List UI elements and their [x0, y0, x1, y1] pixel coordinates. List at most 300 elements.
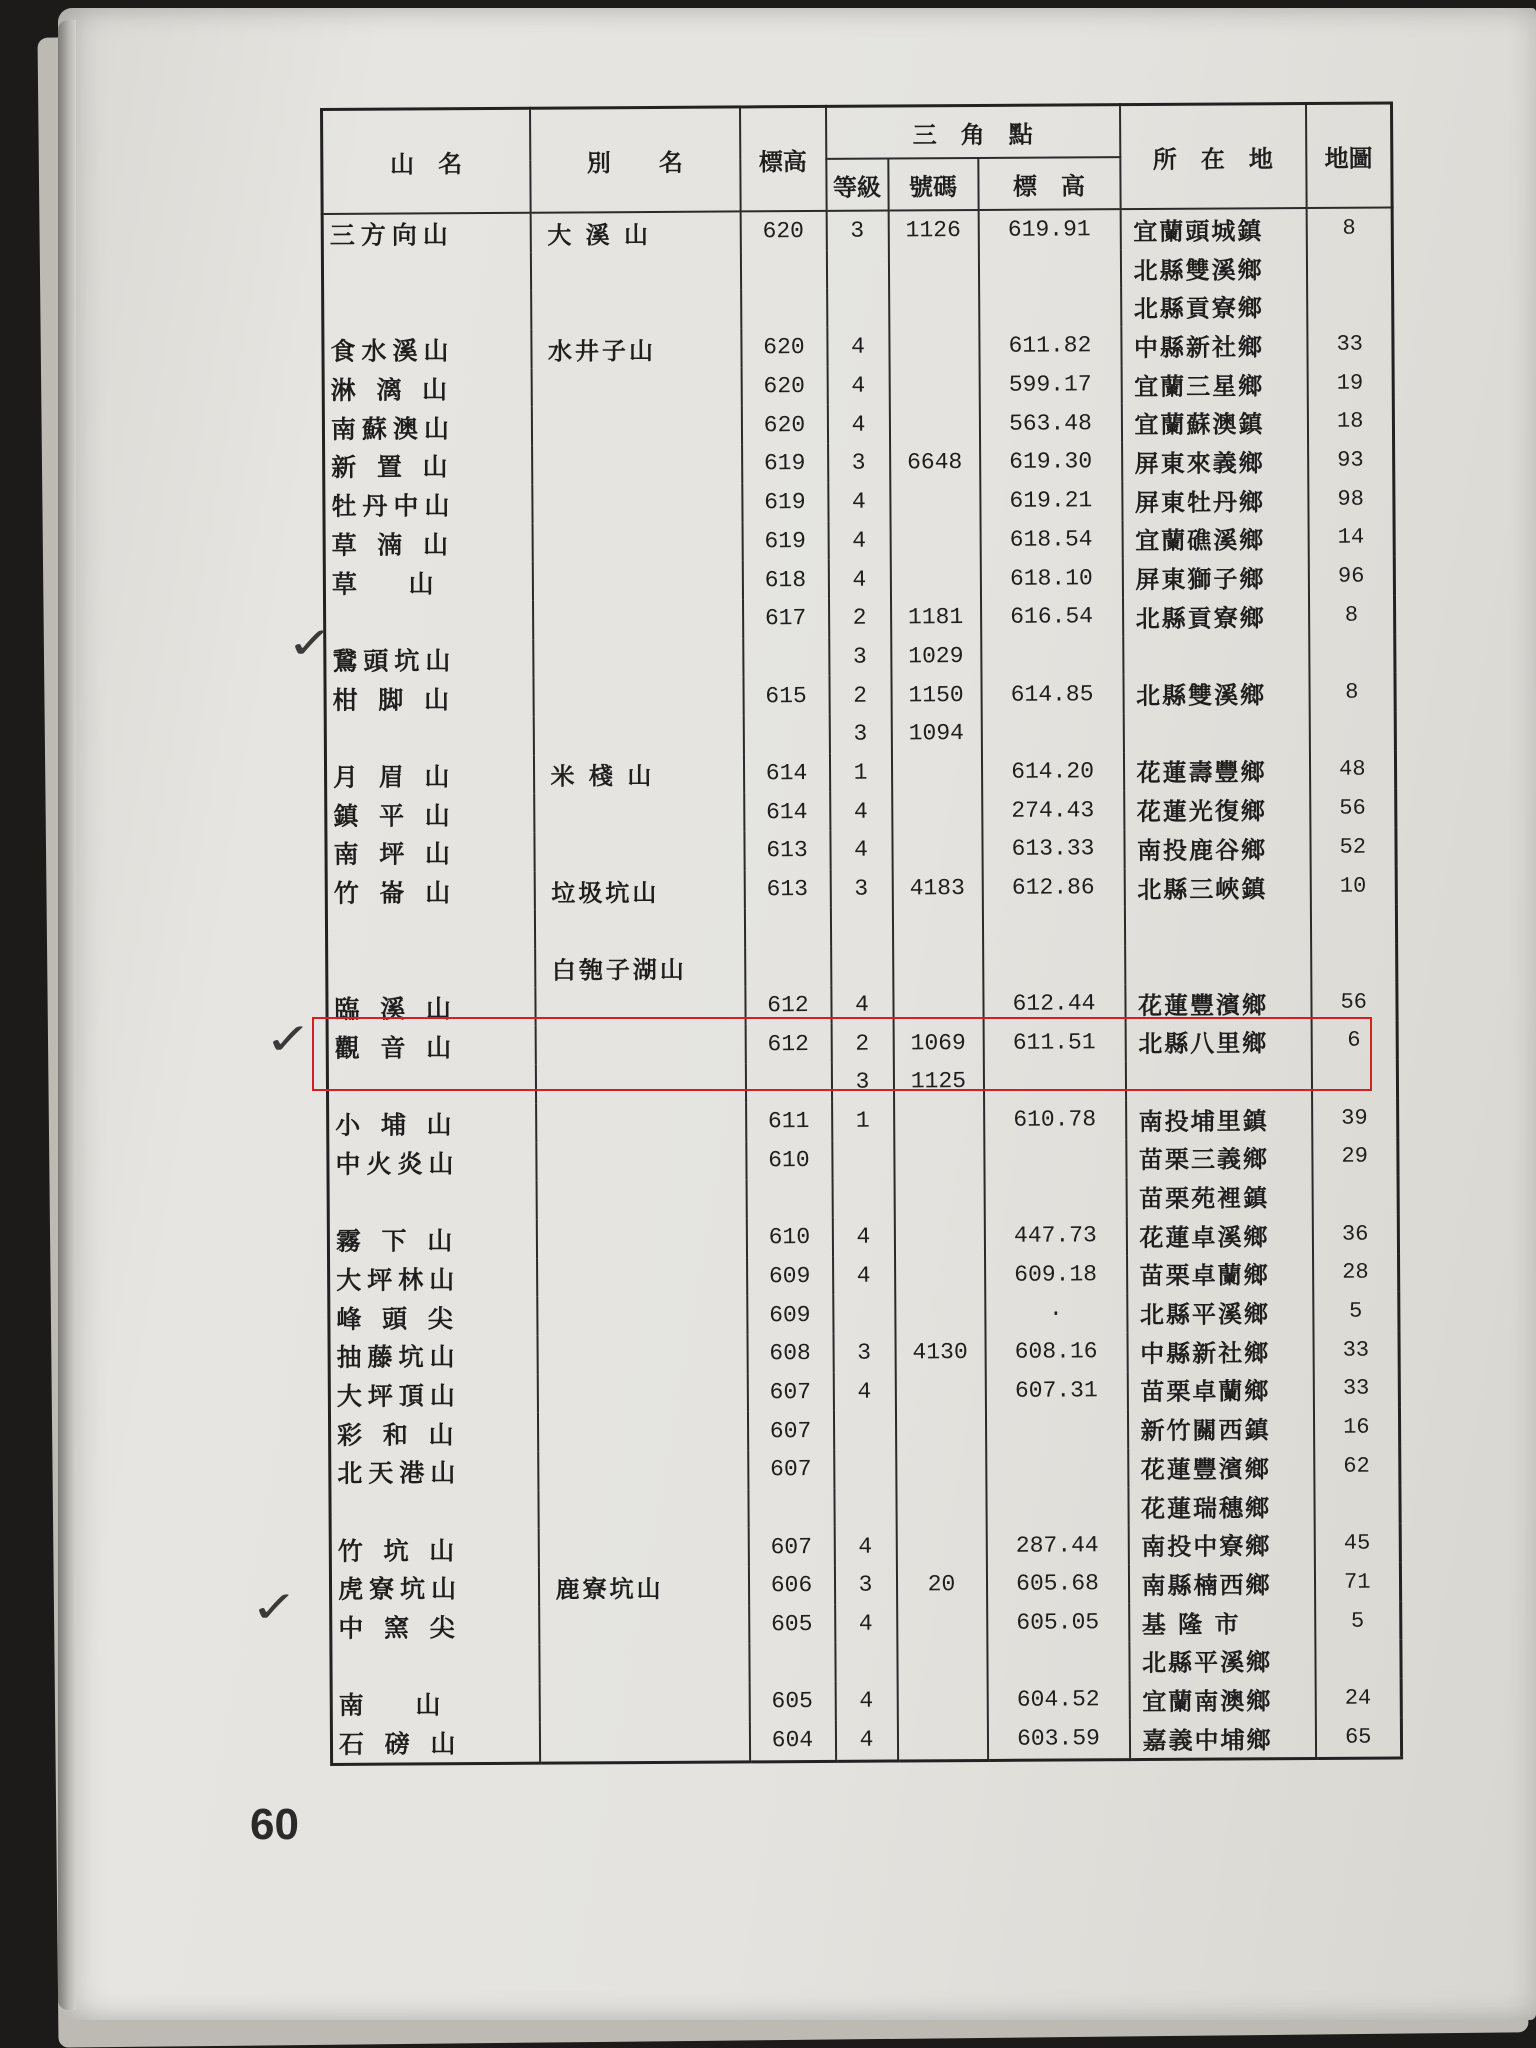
point-code-cell: 1126: [888, 210, 978, 250]
map-number-cell: 14: [1308, 518, 1394, 557]
map-number-cell: 28: [1313, 1253, 1399, 1292]
grade-cell: 4: [830, 792, 892, 831]
header-elevation: 標高: [740, 106, 827, 211]
mountain-name-cell: [325, 601, 533, 641]
alias-cell: [533, 715, 743, 755]
point-elevation-cell: [986, 1448, 1128, 1488]
point-elevation-cell: 612.86: [982, 868, 1124, 908]
location-cell: 花蓮豐濱鄉: [1128, 1447, 1314, 1487]
location-cell: 北縣雙溪鄉: [1123, 673, 1309, 713]
elevation-cell: [743, 715, 829, 754]
grade-cell: 4: [827, 366, 889, 405]
point-code-cell: 20: [896, 1565, 986, 1604]
grade-cell: 4: [828, 560, 890, 599]
point-code-cell: 4183: [892, 869, 982, 908]
location-cell: 苗栗卓蘭鄉: [1127, 1254, 1313, 1294]
location-cell: 花蓮壽豐鄉: [1123, 751, 1309, 791]
grade-cell: 4: [834, 1527, 896, 1566]
point-elevation-cell: 605.68: [986, 1564, 1128, 1604]
grade-cell: [830, 908, 892, 947]
table-row: [324, 441, 1394, 486]
location-cell: 中縣新社鄉: [1121, 325, 1307, 365]
point-elevation-cell: 605.05: [987, 1603, 1129, 1643]
alias-cell: 白匏子湖山: [535, 947, 745, 987]
elevation-cell: 604: [749, 1721, 835, 1762]
point-elevation-cell: [984, 1139, 1126, 1179]
elevation-cell: 615: [743, 676, 829, 715]
alias-cell: [532, 445, 742, 485]
map-number-cell: 24: [1315, 1679, 1401, 1718]
grade-cell: 4: [835, 1682, 897, 1721]
map-number-cell: 65: [1315, 1717, 1401, 1758]
table-row: [322, 247, 1392, 292]
elevation-cell: 612: [745, 1024, 831, 1063]
point-code-cell: [896, 1488, 986, 1527]
elevation-cell: 609: [747, 1295, 833, 1334]
map-number-cell: 8: [1309, 673, 1395, 712]
header-location: 所 在 地: [1120, 103, 1307, 209]
elevation-cell: 606: [748, 1566, 834, 1605]
grade-cell: 4: [828, 521, 890, 560]
elevation-cell: [743, 637, 829, 676]
alias-cell: [531, 406, 741, 446]
map-number-cell: 56: [1311, 982, 1397, 1021]
table-row: [326, 905, 1396, 950]
map-number-cell: [1311, 944, 1397, 983]
point-code-cell: [891, 753, 981, 792]
map-number-cell: [1307, 286, 1393, 325]
alias-cell: [537, 1257, 747, 1297]
point-code-cell: [897, 1642, 987, 1681]
mountain-name-cell: 大坪頂山: [329, 1374, 537, 1414]
alias-cell: [538, 1489, 748, 1529]
grade-cell: 4: [835, 1720, 897, 1761]
alias-cell: 大 溪 山: [530, 211, 740, 252]
alias-cell: [534, 793, 744, 833]
grade-cell: [827, 289, 889, 328]
map-number-cell: 5: [1315, 1601, 1401, 1640]
map-number-cell: 45: [1314, 1524, 1400, 1563]
point-elevation-cell: 619.91: [978, 209, 1120, 250]
mountain-name-cell: 竹 坑 山: [330, 1529, 538, 1569]
alias-cell: [539, 1605, 749, 1645]
location-cell: 宜蘭三星鄉: [1121, 364, 1307, 404]
alias-cell: [539, 1644, 749, 1684]
highlight-box: [312, 1017, 1372, 1091]
point-elevation-cell: [985, 1409, 1127, 1449]
point-elevation-cell: 607.31: [985, 1371, 1127, 1411]
elevation-cell: [745, 947, 831, 986]
map-number-cell: 10: [1310, 866, 1396, 905]
table-row: [324, 518, 1394, 563]
location-cell: 屏東牡丹鄉: [1122, 480, 1308, 520]
table-row: [323, 325, 1393, 370]
point-elevation-cell: [987, 1642, 1129, 1682]
point-elevation-cell: 614.85: [981, 674, 1123, 714]
location-cell: 苗栗三義鄉: [1126, 1137, 1312, 1177]
map-number-cell: 48: [1309, 750, 1395, 789]
point-code-cell: [895, 1256, 985, 1295]
mountain-name-cell: 月 眉 山: [325, 755, 533, 795]
mountain-name-cell: [327, 949, 535, 989]
table-row: [331, 1717, 1401, 1764]
page-number: 60: [250, 1800, 299, 1849]
mountain-name-cell: [323, 291, 531, 331]
point-code-cell: [897, 1720, 987, 1761]
elevation-cell: 618: [742, 560, 828, 599]
elevation-cell: 607: [748, 1450, 834, 1489]
point-elevation-cell: 608.16: [985, 1332, 1127, 1372]
elevation-cell: 610: [746, 1140, 832, 1179]
alias-cell: [537, 1296, 747, 1336]
point-code-cell: [889, 404, 979, 443]
elevation-cell: [744, 908, 830, 947]
map-number-cell: 33: [1313, 1369, 1399, 1408]
check-mark-icon: ✓: [264, 1014, 313, 1065]
alias-cell: [533, 638, 743, 678]
elevation-cell: 611: [746, 1102, 832, 1141]
alias-cell: [536, 1218, 746, 1258]
elevation-cell: [748, 1489, 834, 1528]
map-number-cell: [1315, 1640, 1401, 1679]
mountain-name-cell: 觀 音 山: [327, 1026, 535, 1066]
point-elevation-cell: 274.43: [982, 790, 1124, 830]
alias-cell: [538, 1450, 748, 1490]
mountain-name-cell: 臨 溪 山: [327, 987, 535, 1027]
location-cell: 苗栗卓蘭鄉: [1127, 1370, 1313, 1410]
location-cell: 宜蘭南澳鄉: [1129, 1679, 1315, 1719]
map-number-cell: [1306, 247, 1392, 286]
map-number-cell: 33: [1307, 325, 1393, 364]
table-row: [325, 711, 1395, 756]
point-elevation-cell: 618.10: [980, 558, 1122, 598]
point-elevation-cell: [981, 713, 1123, 753]
table-row: [330, 1446, 1400, 1491]
mountain-name-cell: 南 山: [331, 1684, 539, 1724]
location-cell: 北縣貢寮鄉: [1123, 596, 1309, 636]
table-row: [329, 1408, 1399, 1453]
mountain-name-cell: 柑 脚 山: [325, 678, 533, 718]
elevation-cell: 619: [742, 483, 828, 522]
location-cell: 北縣八里鄉: [1125, 1021, 1311, 1061]
table-row: [324, 479, 1394, 524]
table-row: [327, 944, 1397, 989]
grade-cell: 4: [827, 405, 889, 444]
mountain-name-cell: 牡丹中山: [324, 485, 532, 525]
elevation-cell: 620: [741, 367, 827, 406]
grade-cell: 3: [829, 637, 891, 676]
point-elevation-cell: [981, 636, 1123, 676]
table-row: [324, 557, 1394, 602]
point-elevation-cell: 603.59: [987, 1719, 1129, 1760]
map-number-cell: 62: [1314, 1446, 1400, 1485]
map-number-cell: 39: [1312, 1098, 1398, 1137]
table-row: [328, 1098, 1398, 1143]
map-number-cell: 18: [1307, 402, 1393, 441]
elevation-cell: 612: [745, 986, 831, 1025]
point-code-cell: [890, 520, 980, 559]
grade-cell: 4: [830, 831, 892, 870]
point-code-cell: [895, 1294, 985, 1333]
mountain-name-cell: [326, 910, 534, 950]
point-code-cell: [889, 327, 979, 366]
grade-cell: [832, 1179, 894, 1218]
point-code-cell: [890, 559, 980, 598]
book-spine: [58, 20, 76, 2010]
grade-cell: 4: [833, 1256, 895, 1295]
grade-cell: 2: [829, 598, 891, 637]
table-row: [328, 1214, 1398, 1259]
point-code-cell: 4130: [895, 1333, 985, 1372]
point-code-cell: [892, 907, 982, 946]
point-elevation-cell: 611.82: [979, 326, 1121, 366]
alias-cell: [538, 1528, 748, 1568]
header-alias: 別 名: [530, 107, 741, 213]
alias-cell: [537, 1334, 747, 1374]
alias-cell: 水井子山: [531, 328, 741, 368]
mountain-name-cell: 彩 和 山: [329, 1413, 537, 1453]
alias-cell: 垃圾坑山: [534, 870, 744, 910]
table-row: [325, 673, 1395, 718]
mountain-table: [320, 101, 1403, 1765]
point-code-cell: 1069: [893, 1023, 983, 1062]
elevation-cell: [749, 1643, 835, 1682]
point-elevation-cell: 604.52: [987, 1680, 1129, 1720]
location-cell: 基 隆 市: [1129, 1602, 1315, 1642]
alias-cell: [539, 1721, 749, 1762]
location-cell: 北縣平溪鄉: [1127, 1292, 1313, 1332]
header-point-elevation: 標 高: [978, 157, 1120, 210]
map-number-cell: 19: [1307, 363, 1393, 402]
map-number-cell: 8: [1309, 595, 1395, 634]
alias-cell: [532, 522, 742, 562]
map-number-cell: 5: [1313, 1292, 1399, 1331]
table-row: [330, 1485, 1400, 1530]
map-number-cell: [1310, 905, 1396, 944]
point-code-cell: [897, 1604, 987, 1643]
location-cell: 中縣新社鄉: [1127, 1331, 1313, 1371]
map-number-cell: [1312, 1176, 1398, 1215]
elevation-cell: 614: [743, 754, 829, 793]
location-cell: 宜蘭蘇澳鎮: [1121, 402, 1307, 442]
elevation-cell: 607: [748, 1527, 834, 1566]
alias-cell: [534, 831, 744, 871]
grade-cell: 1: [829, 753, 891, 792]
table-row: [326, 866, 1396, 911]
grade-cell: 4: [832, 1217, 894, 1256]
alias-cell: [537, 1412, 747, 1452]
alias-cell: [532, 561, 742, 601]
location-cell: 苗栗苑裡鎮: [1126, 1176, 1312, 1216]
table-row: [331, 1601, 1401, 1646]
location-cell: 北縣三峽鎮: [1124, 867, 1310, 907]
mountain-name-cell: [328, 1181, 536, 1221]
grade-cell: 1: [832, 1101, 894, 1140]
grade-cell: 3: [831, 1063, 893, 1102]
grade-cell: [833, 1295, 895, 1334]
location-cell: 宜蘭頭城鎮: [1120, 208, 1306, 249]
elevation-cell: 605: [749, 1605, 835, 1644]
map-number-cell: 29: [1312, 1137, 1398, 1176]
point-code-cell: [894, 1101, 984, 1140]
alias-cell: 米 棧 山: [533, 754, 743, 794]
elevation-cell: 619: [742, 521, 828, 560]
elevation-cell: 617: [743, 599, 829, 638]
map-number-cell: 36: [1312, 1214, 1398, 1253]
grade-cell: 3: [834, 1566, 896, 1605]
location-cell: 北縣貢寮鄉: [1121, 286, 1307, 326]
point-elevation-cell: 563.48: [979, 404, 1121, 444]
table-row: [329, 1292, 1399, 1337]
point-elevation-cell: 611.51: [983, 1023, 1125, 1063]
elevation-cell: 607: [747, 1411, 833, 1450]
mountain-name-cell: 霧 下 山: [328, 1220, 536, 1260]
point-elevation-cell: 613.33: [982, 829, 1124, 869]
elevation-cell: 620: [740, 211, 826, 251]
elevation-cell: [740, 251, 826, 290]
table-row: [322, 207, 1392, 253]
location-cell: 南投鹿谷鄉: [1124, 828, 1310, 868]
point-code-cell: 1150: [891, 675, 981, 714]
grade-cell: 3: [833, 1333, 895, 1372]
location-cell: [1123, 635, 1309, 675]
grade-cell: [831, 947, 893, 986]
point-elevation-cell: [983, 945, 1125, 985]
location-cell: [1123, 712, 1309, 752]
mountain-name-cell: 抽藤坑山: [329, 1336, 537, 1376]
location-cell: 花蓮豐濱鄉: [1125, 983, 1311, 1023]
location-cell: 嘉義中埔鄉: [1129, 1718, 1315, 1759]
alias-cell: [536, 1180, 746, 1220]
point-code-cell: [896, 1449, 986, 1488]
point-elevation-cell: 619.21: [980, 481, 1122, 521]
point-elevation-cell: 619.30: [980, 442, 1122, 482]
location-cell: 南投埔里鎮: [1126, 1099, 1312, 1139]
point-elevation-cell: 618.54: [980, 520, 1122, 560]
header-triangulation-point: 三 角 點: [825, 105, 1119, 159]
point-elevation-cell: 614.20: [981, 752, 1123, 792]
map-number-cell: 93: [1308, 441, 1394, 480]
location-cell: 北縣平溪鄉: [1129, 1640, 1315, 1680]
grade-cell: [832, 1140, 894, 1179]
mountain-name-cell: 石 磅 山: [331, 1723, 539, 1764]
table-row: [331, 1679, 1401, 1724]
point-code-cell: [890, 482, 980, 521]
alias-cell: [532, 483, 742, 523]
elevation-cell: 608: [747, 1334, 833, 1373]
alias-cell: [530, 251, 740, 291]
point-elevation-cell: ·: [985, 1293, 1127, 1333]
mountain-name-cell: 草 山: [324, 562, 532, 602]
point-code-cell: [895, 1372, 985, 1411]
table-row: [326, 827, 1396, 872]
map-number-cell: 16: [1313, 1408, 1399, 1447]
elevation-cell: [746, 1179, 832, 1218]
map-number-cell: 6: [1311, 1021, 1397, 1060]
point-code-cell: 1094: [891, 714, 981, 753]
point-code-cell: [892, 791, 982, 830]
table-row: [331, 1640, 1401, 1685]
grade-cell: 4: [833, 1372, 895, 1411]
map-number-cell: 96: [1308, 557, 1394, 596]
mountain-name-cell: [330, 1490, 538, 1530]
location-cell: 花蓮卓溪鄉: [1126, 1215, 1312, 1255]
point-elevation-cell: 599.17: [979, 365, 1121, 405]
mountain-name-cell: 鵞頭坑山: [325, 639, 533, 679]
header-map-no: 地圖: [1306, 103, 1393, 208]
header-mountain-name: 山 名: [322, 108, 531, 214]
table-row: [328, 1137, 1398, 1182]
grade-cell: 3: [830, 869, 892, 908]
table-row: [329, 1330, 1399, 1375]
point-code-cell: [894, 1217, 984, 1256]
alias-cell: [536, 1102, 746, 1142]
point-code-cell: 1125: [893, 1062, 983, 1101]
alias-cell: [536, 1141, 746, 1181]
mountain-table-container: [320, 101, 1400, 1776]
alias-cell: [533, 599, 743, 639]
grade-cell: 3: [829, 714, 891, 753]
table-row: [325, 634, 1395, 679]
location-cell: [1125, 944, 1311, 984]
point-elevation-cell: 616.54: [981, 597, 1123, 637]
mountain-name-cell: [325, 717, 533, 757]
location-cell: 新竹關西鎮: [1127, 1408, 1313, 1448]
elevation-cell: 619: [742, 444, 828, 483]
grade-cell: 4: [827, 328, 889, 367]
mountain-name-cell: 南 坪 山: [326, 833, 534, 873]
point-elevation-cell: [986, 1487, 1128, 1527]
grade-cell: 4: [828, 482, 890, 521]
grade-cell: 3: [828, 444, 890, 483]
point-elevation-cell: 287.44: [986, 1525, 1128, 1565]
mountain-name-cell: 大坪林山: [329, 1258, 537, 1298]
elevation-cell: 609: [747, 1256, 833, 1295]
point-elevation-cell: 612.44: [983, 984, 1125, 1024]
point-elevation-cell: [978, 249, 1120, 289]
map-number-cell: 8: [1306, 207, 1392, 247]
point-code-cell: [894, 1139, 984, 1178]
map-number-cell: [1309, 634, 1395, 673]
location-cell: 屏東來義鄉: [1122, 441, 1308, 481]
table-row: [323, 363, 1393, 408]
point-elevation-cell: 447.73: [984, 1216, 1126, 1256]
grade-cell: [826, 250, 888, 289]
table-row: [323, 286, 1393, 331]
table-row: [329, 1369, 1399, 1414]
mountain-name-cell: 新 置 山: [324, 446, 532, 486]
mountain-name-cell: 食水溪山: [323, 330, 531, 370]
elevation-cell: 614: [744, 792, 830, 831]
elevation-cell: 605: [749, 1682, 835, 1721]
mountain-name-cell: 草 湳 山: [324, 523, 532, 563]
location-cell: 南縣楠西鄉: [1128, 1563, 1314, 1603]
mountain-name-cell: 小 埔 山: [328, 1104, 536, 1144]
elevation-cell: 620: [741, 328, 827, 367]
mountain-name-cell: 北天港山: [330, 1452, 538, 1492]
mountain-name-cell: 三方向山: [322, 213, 530, 254]
point-code-cell: [893, 946, 983, 985]
grade-cell: [834, 1450, 896, 1489]
mountain-name-cell: 虎寮坑山: [330, 1568, 538, 1608]
elevation-cell: 613: [744, 870, 830, 909]
point-elevation-cell: [984, 1177, 1126, 1217]
map-number-cell: [1314, 1485, 1400, 1524]
mountain-name-cell: 南蘇澳山: [323, 407, 531, 447]
table-row: [325, 750, 1395, 795]
grade-cell: 2: [829, 676, 891, 715]
grade-cell: [833, 1411, 895, 1450]
